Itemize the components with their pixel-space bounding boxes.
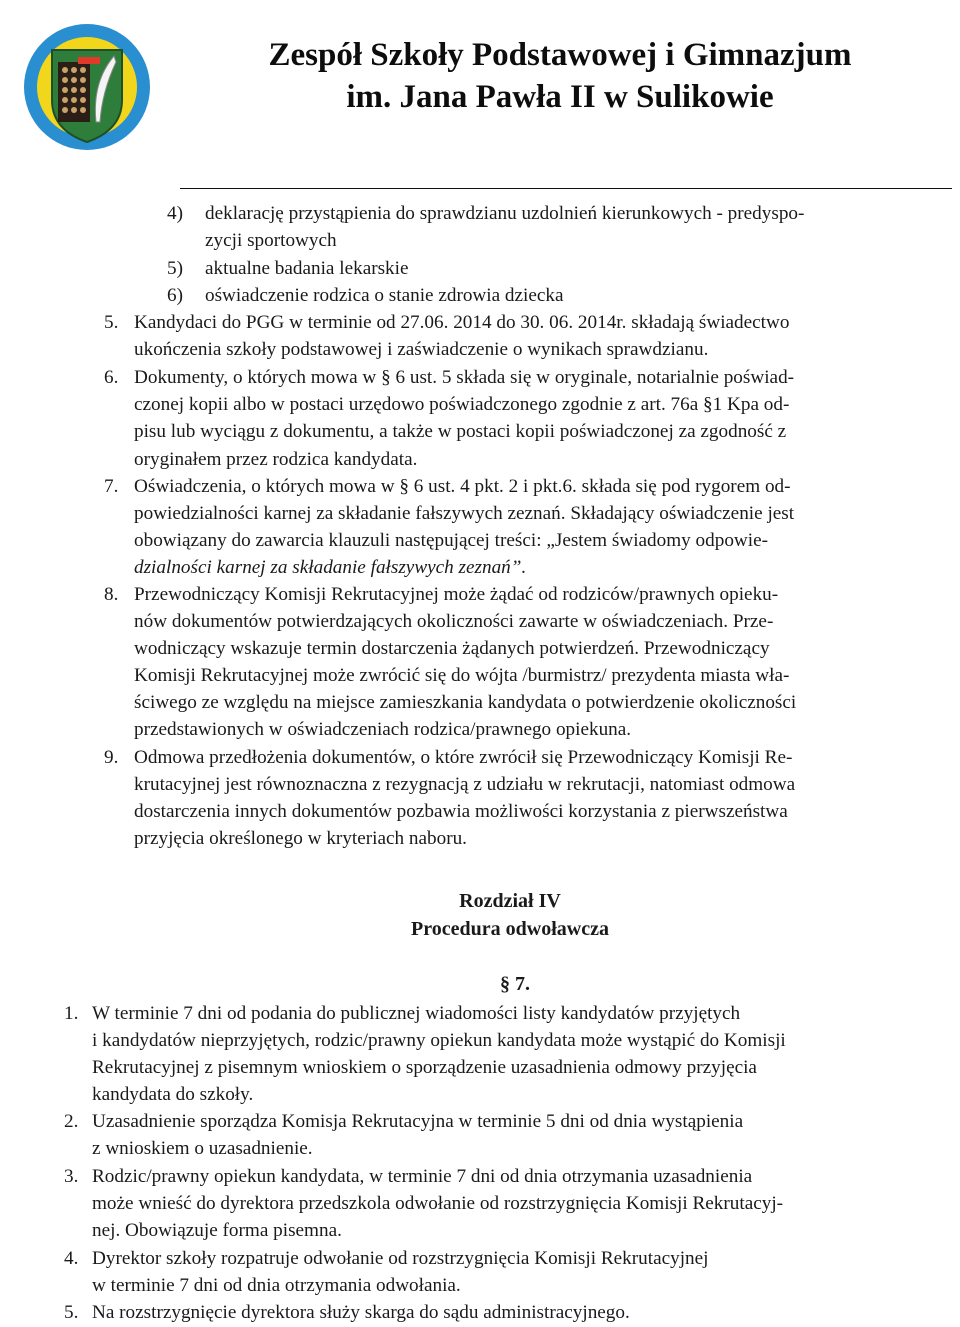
school-title-line-2: im. Jana Pawła II w Sulikowie bbox=[346, 79, 774, 115]
list-item-line: Przewodniczący Komisji Rekrutacyjnej może żądać od rodziców/prawnych opieku- bbox=[134, 584, 779, 605]
list-item-line: Odmowa przedłożenia dokumentów, o które zwrócił się Przewodniczący Komisji Re- bbox=[134, 747, 793, 768]
list-item-number: 2. bbox=[64, 1111, 79, 1132]
list-item-line: obowiązany do zawarcia klauzuli następującej treści: „Jestem świadomy odpowie- bbox=[134, 530, 769, 551]
header-divider bbox=[180, 188, 952, 189]
list-item-line: Komisji Rekrutacyjnej może zwrócić się do wójta /burmistrz/ prezydenta miasta wła- bbox=[134, 665, 790, 686]
list-item-number: 6. bbox=[104, 367, 119, 388]
list-item-number: 7. bbox=[104, 476, 119, 497]
sub-item-number: 6) bbox=[167, 285, 183, 306]
list-item-line: Rodzic/prawny opiekun kandydata, w terminie 7 dni od dnia otrzymania uzasadnienia bbox=[92, 1166, 753, 1187]
list-item-line: ściwego ze względu na miejsce zamieszkania kandydata o potwierdzenie okoliczności bbox=[134, 692, 797, 713]
list-item-line: pisu lub wyciągu z dokumentu, a także w postaci kopii poświadczonej za zgodność z bbox=[134, 421, 787, 442]
list-item-line: krutacyjnej jest równoznaczna z rezygnacją z udziału w rekrutacji, natomiast odmowa bbox=[134, 774, 796, 795]
school-title-line-1: Zespół Szkoły Podstawowej i Gimnazjum bbox=[268, 37, 852, 73]
list-item-line: Rekrutacyjnej z pisemnym wnioskiem o sporządzenie uzasadnienia odmowy przyjęcia bbox=[92, 1057, 757, 1078]
sub-item-number: 5) bbox=[167, 258, 183, 279]
list-item-line: dostarczenia innych dokumentów pozbawia możliwości korzystania z pierwszeństwa bbox=[134, 801, 788, 822]
list-item-line: przedstawionych w oświadczeniach rodzica/prawnego opiekuna. bbox=[134, 719, 632, 740]
sub-item-number: 4) bbox=[167, 203, 183, 224]
list-item-number: 5. bbox=[64, 1302, 79, 1323]
list-item-line: oryginałem przez rodzica kandydata. bbox=[134, 449, 418, 470]
list-item-line: z wnioskiem o uzasadnienie. bbox=[92, 1138, 313, 1159]
list-item-number: 4. bbox=[64, 1248, 79, 1269]
list-item-line: Oświadczenia, o których mowa w § 6 ust. 4 pkt. 2 i pkt.6. składa się pod rygorem od- bbox=[134, 476, 791, 497]
list-item-line: kandydata do szkoły. bbox=[92, 1084, 254, 1105]
list-item-number: 9. bbox=[104, 747, 119, 768]
list-item-number: 1. bbox=[64, 1003, 79, 1024]
list-item-line: ukończenia szkoły podstawowej i zaświadczenie o wynikach sprawdzianu. bbox=[134, 339, 709, 360]
list-item-line: Dyrektor szkoły rozpatruje odwołanie od rozstrzygnięcia Komisji Rekrutacyjnej bbox=[92, 1248, 709, 1269]
list-item-line: nów dokumentów potwierdzających okoliczności zawarte w oświadczeniach. Prze- bbox=[134, 611, 774, 632]
school-crest-icon bbox=[22, 22, 152, 152]
list-item-line: powiedzialności karnej za składanie fałszywych zeznań. Składający oświadczenie jest bbox=[134, 503, 795, 524]
page-header bbox=[0, 0, 960, 195]
list-item-line: dzialności karnej za składanie fałszywych zeznań”. bbox=[134, 557, 527, 578]
list-item-number: 3. bbox=[64, 1166, 79, 1187]
list-item-number: 8. bbox=[104, 584, 119, 605]
sub-item-text: deklarację przystąpienia do sprawdzianu uzdolnień kierunkowych - predyspo- bbox=[205, 203, 805, 224]
list-item-line: w terminie 7 dni od dnia otrzymania odwołania. bbox=[92, 1275, 461, 1296]
list-item-line: W terminie 7 dni od podania do publicznej wiadomości listy kandydatów przyjętych bbox=[92, 1003, 741, 1024]
chapter-subheading: Procedura odwoławcza bbox=[411, 918, 609, 940]
list-item-line: przyjęcia określonego w kryteriach naboru. bbox=[134, 828, 467, 849]
list-item-line: nej. Obowiązuje forma pisemna. bbox=[92, 1220, 342, 1241]
school-title bbox=[180, 34, 940, 118]
chapter-heading: Rozdział IV bbox=[459, 890, 561, 912]
sub-item-text: zycji sportowych bbox=[205, 230, 337, 251]
section-number: § 7. bbox=[500, 973, 530, 995]
list-item-number: 5. bbox=[104, 312, 119, 333]
list-item-line: Kandydaci do PGG w terminie od 27.06. 2014 do 30. 06. 2014r. składają świadectwo bbox=[134, 312, 790, 333]
list-item-line: Na rozstrzygnięcie dyrektora służy skarga do sądu administracyjnego. bbox=[92, 1302, 630, 1323]
list-item-line: czonej kopii albo w postaci urzędowo poświadczonego zgodnie z art. 76a §1 Kpa od- bbox=[134, 394, 790, 415]
sub-item-text: aktualne badania lekarskie bbox=[205, 258, 409, 279]
list-item-line: Uzasadnienie sporządza Komisja Rekrutacyjna w terminie 5 dni od dnia wystąpienia bbox=[92, 1111, 744, 1132]
list-item-line: Dokumenty, o których mowa w § 6 ust. 5 składa się w oryginale, notarialnie poświad- bbox=[134, 367, 795, 388]
list-item-line: może wnieść do dyrektora przedszkola odwołanie od rozstrzygnięcia Komisji Rekrutacyj- bbox=[92, 1193, 784, 1214]
sub-item-text: oświadczenie rodzica o stanie zdrowia dziecka bbox=[205, 285, 564, 306]
list-item-line: wodniczący wskazuje termin dostarczenia żądanych potwierdzeń. Przewodniczący bbox=[134, 638, 770, 659]
list-item-line: i kandydatów nieprzyjętych, rodzic/prawny opiekun kandydata może wystąpić do Komisji bbox=[92, 1030, 786, 1051]
